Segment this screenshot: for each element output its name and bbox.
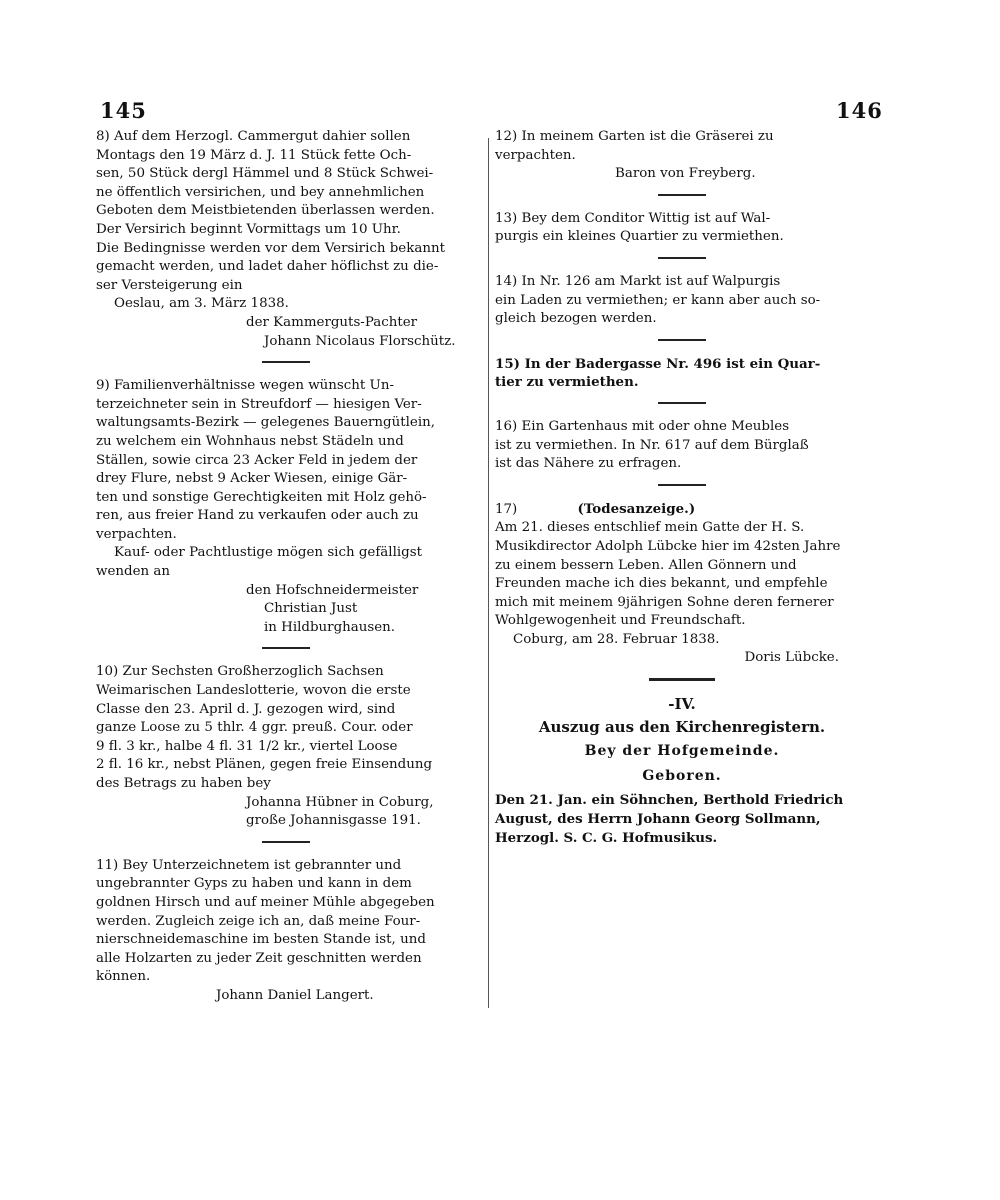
text-line: ren, aus freier Hand zu verkaufen oder auch zu xyxy=(96,508,419,524)
section-title: Auszug aus den Kirchenregistern. xyxy=(538,717,826,736)
text-line: ne öffentlich versirichen, und bey annehmlichen xyxy=(96,184,425,200)
text-line: Geboten dem Meistbietenden überlassen werden. xyxy=(96,203,435,219)
text-line: 9) Familienverhältnisse wegen wünscht Un- xyxy=(96,378,394,394)
text-line: nierschneidemaschine im besten Stande ist, und xyxy=(96,932,426,948)
text-line: Den 21. Jan. ein Söhnchen, Berthold Friedrich xyxy=(495,792,844,809)
notice-17-heading xyxy=(495,500,869,520)
text-line: verpachten. xyxy=(495,147,576,163)
notice-11 xyxy=(96,857,476,1006)
notice-16-text xyxy=(495,418,869,474)
text-line: ist das Nähere zu erfragen. xyxy=(495,456,682,472)
notice-11-text xyxy=(96,857,476,987)
text-line: drey Flure, nebst 9 Acker Wiesen, einige Gär- xyxy=(96,471,408,487)
page-number-left: 145 xyxy=(100,98,147,123)
text-line: Der Versirich beginnt Vormittags um 10 Uhr. xyxy=(96,221,401,237)
notice-8 xyxy=(96,128,476,351)
section-subtitle: Bey der Hofgemeinde. xyxy=(584,743,780,760)
separator xyxy=(262,647,310,649)
death-notice-heading: (Todesanzeige.) xyxy=(577,500,696,517)
text-line: 11) Bey Unterzeichnetem ist gebrannter und xyxy=(96,857,402,873)
text-line: gemacht werden, und ladet daher höflichst zu die- xyxy=(96,259,439,275)
text-line: 9 fl. 3 kr., halbe 4 fl. 31 1/2 kr., viertel Loose xyxy=(96,738,398,754)
text-line: ungebrannter Gyps zu haben und kann in dem xyxy=(96,876,412,892)
text-line: 14) In Nr. 126 am Markt ist auf Walpurgis xyxy=(495,273,781,289)
notice-15-text xyxy=(495,355,869,392)
text-line: ten und sonstige Gerechtigkeiten mit Holz gehö- xyxy=(96,489,427,505)
text-line: Die Bedingnisse werden vor dem Versirich bekannt xyxy=(96,240,445,256)
text-line: Am 21. dieses entschlief mein Gatte der H. S. xyxy=(495,520,805,536)
text-line: werden. Zugleich zeige ich an, daß meine Four- xyxy=(96,913,421,929)
text-line: können. xyxy=(96,969,151,985)
notice-12-text xyxy=(495,128,869,165)
signature-name: Baron von Freyberg. xyxy=(615,166,756,182)
notice-14-text xyxy=(495,273,869,329)
text-line: 12) In meinem Garten ist die Gräserei zu xyxy=(495,129,774,144)
text-line: Classe den 23. April d. J. gezogen wird, sind xyxy=(96,701,396,717)
text-line: wenden an xyxy=(96,564,170,580)
separator xyxy=(658,194,706,196)
text-line: Ställen, sowie circa 23 Acker Feld in jedem der xyxy=(96,452,418,468)
text-line: 10) Zur Sechsten Großherzoglich Sachsen xyxy=(96,664,384,680)
text-line: mich mit meinem 9jährigen Sohne deren fernerer xyxy=(495,594,834,610)
notice-number: 17) xyxy=(495,501,518,517)
separator xyxy=(262,841,310,843)
signature-name: Doris Lübcke. xyxy=(744,650,839,666)
signature-address: große Johannisgasse 191. xyxy=(246,813,421,829)
text-line: gleich bezogen werden. xyxy=(495,311,657,327)
place-date: Coburg, am 28. Februar 1838. xyxy=(513,631,720,647)
separator xyxy=(658,257,706,259)
signature-name: Johanna Hübner in Coburg, xyxy=(246,794,434,810)
text-line: waltungsamts-Bezirk — gelegenes Bauerngütlein, xyxy=(96,415,436,431)
text-line: ein Laden zu vermiethen; er kann aber auch so- xyxy=(495,292,821,308)
text-line: zu welchem ein Wohnhaus nebst Städeln und xyxy=(96,433,404,449)
text-line: ganze Loose zu 5 thlr. 4 ggr. preuß. Cour. oder xyxy=(96,720,413,736)
separator xyxy=(262,361,310,363)
text-line: terzeichneter sein in Streufdorf — hiesigen Ver- xyxy=(96,396,422,412)
column-rule xyxy=(488,138,489,1008)
notice-9 xyxy=(96,377,476,637)
text-line: Kauf- oder Pachtlustige mögen sich gefälligst xyxy=(114,545,422,561)
notice-9-text xyxy=(96,377,476,544)
section-numeral: -IV. xyxy=(668,695,696,714)
notice-13 xyxy=(495,210,869,247)
text-line: zu einem bessern Leben. Allen Gönnern und xyxy=(495,557,797,573)
text-line: 16) Ein Gartenhaus mit oder ohne Meubles xyxy=(495,418,790,434)
notice-10-text xyxy=(96,663,476,793)
text-line: Freunden mache ich dies bekannt, und empfehle xyxy=(495,576,828,592)
notice-14 xyxy=(495,273,869,329)
signature-name: Christian Just xyxy=(264,601,358,617)
notice-17-text xyxy=(495,519,869,631)
text-line: des Betrags zu haben bey xyxy=(96,776,271,791)
text-line: Wohlgewogenheit und Freundschaft. xyxy=(495,613,746,629)
notice-16 xyxy=(495,418,869,474)
signature-title: der Kammerguts-Pachter xyxy=(246,314,418,330)
notice-12 xyxy=(495,128,869,184)
signature-title: den Hofschneidermeister xyxy=(246,582,419,598)
notice-13-text xyxy=(495,210,869,247)
births-heading: Geboren. xyxy=(642,767,722,784)
signature-name: Johann Nicolaus Florschütz. xyxy=(264,333,456,349)
text-line: August, des Herrn Johann Georg Sollmann, xyxy=(495,811,821,828)
births-text xyxy=(495,791,869,847)
page-number-right: 146 xyxy=(836,98,883,123)
place-date: Oeslau, am 3. März 1838. xyxy=(114,296,289,312)
text-line: 2 fl. 16 kr., nebst Plänen, gegen freie Einsendung xyxy=(96,757,433,773)
separator xyxy=(649,678,715,681)
text-line: 15) In der Badergasse Nr. 496 ist ein Quar- xyxy=(495,355,821,372)
text-line: goldnen Hirsch und auf meiner Mühle abgegeben xyxy=(96,894,435,910)
notice-17 xyxy=(495,500,869,668)
left-column xyxy=(96,128,476,1014)
text-line: sen, 50 Stück dergl Hämmel und 8 Stück Schwei- xyxy=(96,166,434,182)
text-line: alle Holzarten zu jeder Zeit geschnitten werden xyxy=(96,950,422,966)
separator xyxy=(658,339,706,341)
text-line: tier zu vermiethen. xyxy=(495,374,639,391)
section-iv xyxy=(495,695,869,847)
signature-name: Johann Daniel Langert. xyxy=(216,987,374,1003)
text-line: ser Versteigerung ein xyxy=(96,277,243,293)
text-line: 13) Bey dem Conditor Wittig ist auf Wal- xyxy=(495,210,771,226)
notice-15 xyxy=(495,355,869,392)
text-line: purgis ein kleines Quartier zu vermiethen. xyxy=(495,229,784,245)
signature-place: in Hildburghausen. xyxy=(264,619,396,635)
separator xyxy=(658,484,706,486)
text-line: verpachten. xyxy=(96,526,177,542)
text-line: Weimarischen Landeslotterie, wovon die erste xyxy=(96,683,411,699)
text-line: Herzogl. S. C. G. Hofmusikus. xyxy=(495,829,718,846)
text-line: Montags den 19 März d. J. 11 Stück fette Och- xyxy=(96,147,412,163)
notice-10 xyxy=(96,663,476,830)
notice-8-text xyxy=(96,128,476,295)
text-line: Musikdirector Adolph Lübcke hier im 42sten Jahre xyxy=(495,538,841,554)
text-line: ist zu vermiethen. In Nr. 617 auf dem Bürglaß xyxy=(495,437,809,453)
text-line: 8) Auf dem Herzogl. Cammergut dahier sollen xyxy=(96,129,411,144)
separator xyxy=(658,402,706,404)
right-column xyxy=(495,128,869,847)
